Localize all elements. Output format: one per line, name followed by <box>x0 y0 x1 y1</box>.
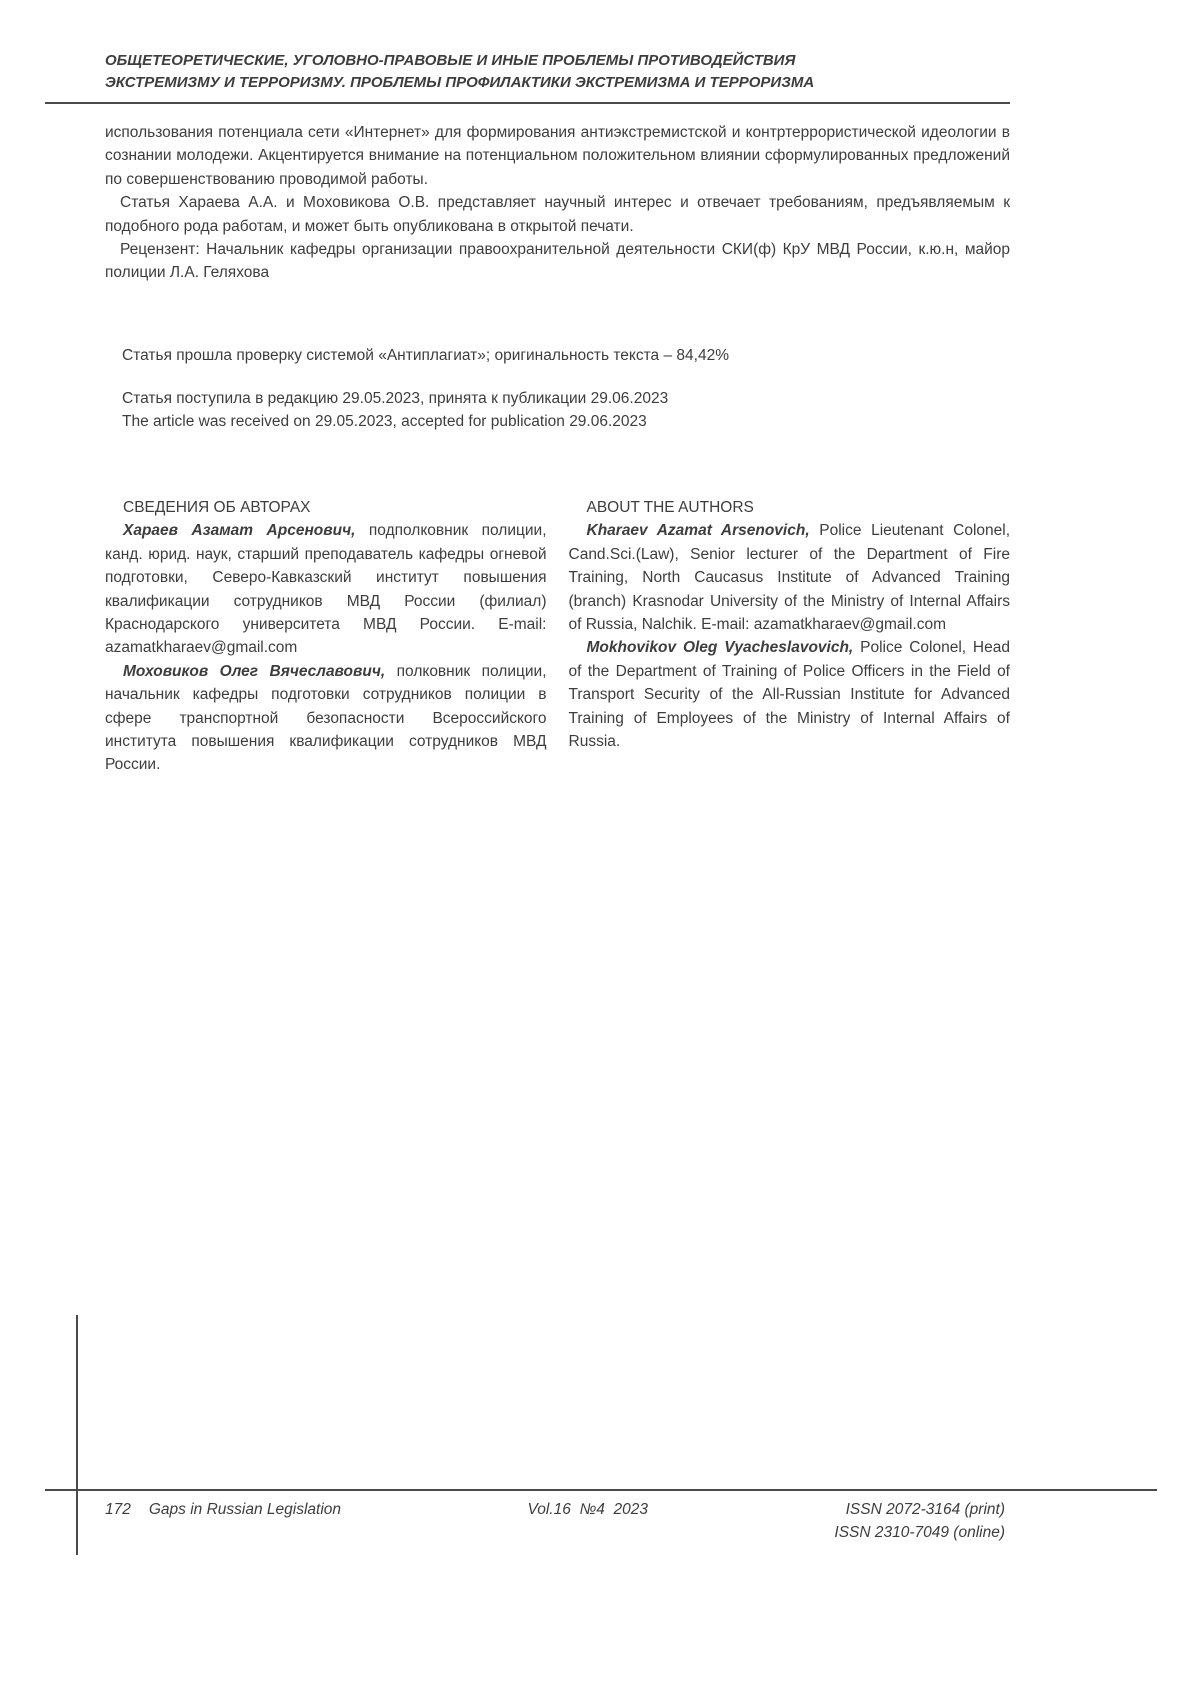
authors-section <box>105 496 1010 777</box>
issn-block <box>834 1498 1005 1545</box>
running-head-line2: ЭКСТРЕМИЗМУ И ТЕРРОРИЗМУ. ПРОБЛЕМЫ ПРОФИЛАКТИКИ ЭКСТРЕМИЗМА И ТЕРРОРИЗМА <box>105 74 815 91</box>
author-name-ru-1: Хараев Азамат Арсенович, <box>123 522 356 540</box>
authors-column-en <box>569 496 1011 777</box>
submission-dates <box>105 387 1010 434</box>
authors-heading-ru: СВЕДЕНИЯ ОБ АВТОРАХ <box>123 499 311 516</box>
author-bio-ru-2: полковник полиции, начальник кафедры подготовки сотрудников полиции в сфере транспортной безопасности Всероссийского института повышения квалификации сотрудников МВД России. <box>105 662 547 774</box>
page-number: 172 <box>105 1501 131 1518</box>
received-date-en: The article was received on 29.05.2023, accepted for publication 29.06.2023 <box>122 413 647 431</box>
received-date-ru: Статья поступила в редакцию 29.05.2023, принята к публикации 29.06.2023 <box>122 390 669 407</box>
author-name-ru-2: Моховиков Олег Вячеславович, <box>123 662 386 680</box>
author-bio-en-1: Police Lieutenant Colonel, Cand.Sci.(Law), Senior lecturer of the Department of Fire Training, North Caucasus Institute of Advanced Training (branch) Krasnodar University of the Ministry of Internal Affairs of Russia, Nalchik. E-mail: azamatkharaev@gmail.com <box>568 522 1010 634</box>
running-head <box>105 50 1015 94</box>
volume-info: Vol.16 №4 2023 <box>527 1501 648 1518</box>
author-bio-ru-1: подполковник полиции, канд. юрид. наук, старший преподаватель кафедры огневой подготовки, Северо-Кавказский институт повышения квалификации сотрудников МВД России (филиал) Краснодарского университета МВД России. E-mail: azamatkharaev@gmail.com <box>105 522 547 657</box>
header-rule <box>45 102 1010 104</box>
author-entry-ru-1 <box>105 519 547 659</box>
left-vertical-rule <box>76 1315 78 1555</box>
antiplagiat-note: Статья прошла проверку системой «Антиплагиат»; оригинальность текста – 84,42% <box>122 347 729 364</box>
article-body <box>105 121 1010 285</box>
body-paragraph-2: Статья Хараева А.А. и Моховикова О.В. представляет научный интерес и отвечает требованиям, предъявляемым к подобного рода работам, и может быть опубликована в открытой печати. <box>105 194 1010 235</box>
body-paragraph-3: Рецензент: Начальник кафедры организации правоохранительной деятельности СКИ(ф) КрУ МВД России, к.ю.н, майор полиции Л.А. Геляхова <box>105 241 1010 282</box>
authors-heading-en: ABOUT THE AUTHORS <box>586 499 754 516</box>
author-entry-en-2 <box>569 636 1011 753</box>
authors-column-ru <box>105 496 547 777</box>
author-bio-en-2: Police Colonel, Head of the Department of Training of Police Officers in the Field of Transport Security of the All-Russian Institute for Advanced Training of Employees of the Ministry of Internal Affairs of Russia. <box>568 639 1010 751</box>
issn-online: ISSN 2310-7049 (online) <box>834 1524 1005 1542</box>
footer-left <box>105 1498 341 1521</box>
author-entry-ru-2 <box>105 660 547 777</box>
author-name-en-2: Mokhovikov Oleg Vyacheslavovich, <box>586 639 854 657</box>
author-entry-en-1 <box>569 519 1011 636</box>
author-name-en-1: Kharaev Azamat Arsenovich, <box>586 522 810 540</box>
footer-rule <box>45 1489 1157 1491</box>
body-paragraph-1: использования потенциала сети «Интернет» для формирования антиэкстремистской и контртеррористической идеологии в сознании молодежи. Акцентируется внимание на потенциальном положительном влиянии сформулированных предложений по совершенствованию проводимой работы. <box>105 124 1010 188</box>
issn-print: ISSN 2072-3164 (print) <box>845 1501 1005 1518</box>
running-head-line1: ОБЩЕТЕОРЕТИЧЕСКИЕ, УГОЛОВНО-ПРАВОВЫЕ И ИНЫЕ ПРОБЛЕМЫ ПРОТИВОДЕЙСТВИЯ <box>105 52 796 69</box>
journal-title: Gaps in Russian Legislation <box>148 1501 342 1518</box>
page-footer <box>105 1498 1005 1545</box>
